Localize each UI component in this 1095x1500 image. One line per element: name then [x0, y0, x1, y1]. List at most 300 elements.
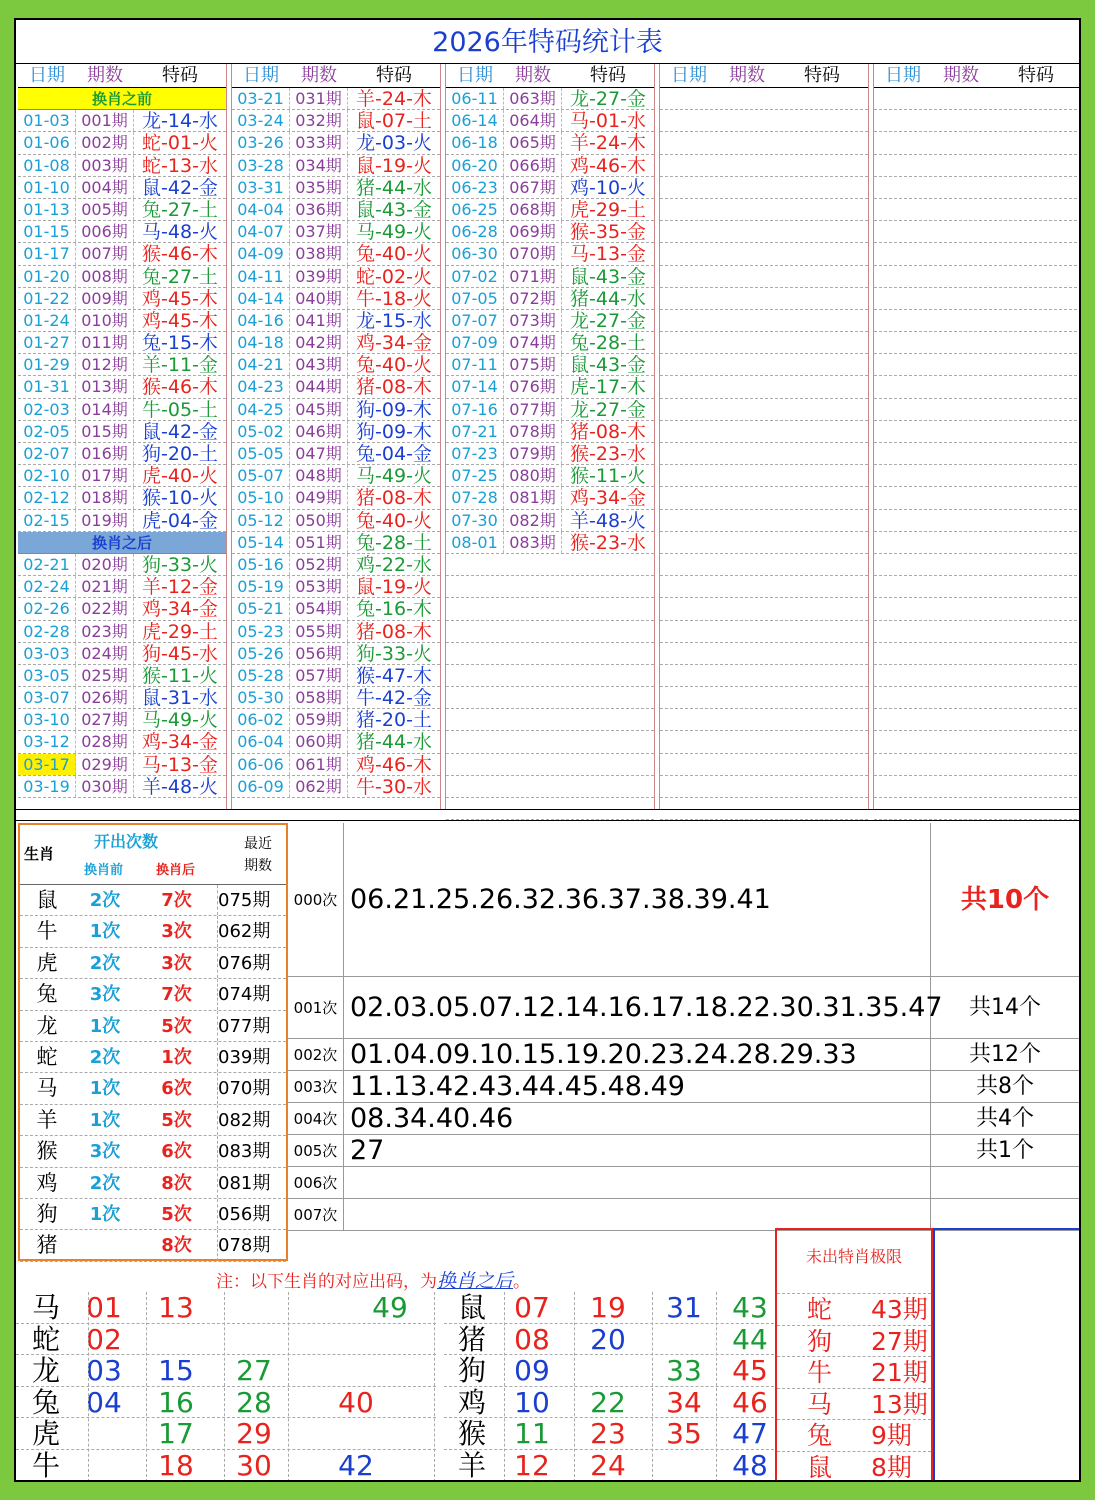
missing-zodiac: 马	[807, 1389, 833, 1419]
table-block	[660, 64, 868, 820]
empty-row	[660, 155, 868, 177]
section-divider	[16, 809, 1079, 821]
row-code: 狗-33-火	[142, 553, 218, 576]
count-after: 7次	[136, 979, 218, 1009]
row-date: 05-30	[232, 687, 290, 708]
table-row	[232, 532, 440, 554]
table-header	[446, 64, 654, 88]
code-row	[16, 1387, 436, 1419]
code-number: 42	[338, 1448, 374, 1482]
row-period: 032期	[290, 110, 348, 131]
empty-row	[446, 576, 654, 598]
occurrence-row	[288, 1199, 1079, 1231]
row-code: 虎-40-火	[142, 465, 218, 487]
empty-row	[660, 665, 868, 687]
empty-row	[446, 665, 654, 687]
row-date: 07-25	[446, 465, 504, 486]
row-period: 059期	[290, 709, 348, 730]
row-date: 03-31	[232, 177, 290, 198]
code-row	[444, 1418, 774, 1450]
row-code: 鼠-42-金	[142, 420, 218, 442]
occurrence-count: 005次	[288, 1135, 344, 1166]
table-block	[446, 64, 654, 820]
missing-limit-box	[775, 1228, 933, 1482]
table-row	[446, 155, 654, 177]
count-before: 1次	[89, 1204, 121, 1225]
row-period: 002期	[76, 132, 134, 153]
zodiac-row	[20, 1199, 286, 1230]
missing-zodiac: 牛	[807, 1358, 833, 1387]
table-row	[232, 399, 440, 421]
row-code: 鼠-42-金	[142, 176, 218, 198]
row-code: 猴-11-火	[570, 465, 646, 487]
missing-periods: 8期	[871, 1452, 912, 1482]
row-date: 03-26	[232, 132, 290, 153]
row-date: 01-06	[18, 132, 76, 153]
table-row	[18, 155, 226, 177]
empty-row	[874, 221, 1081, 243]
table-row	[232, 332, 440, 354]
row-code: 羊-48-火	[570, 509, 646, 531]
table-row	[446, 132, 654, 154]
row-date: 07-05	[446, 288, 504, 309]
code-number: 24	[590, 1448, 626, 1482]
code-row	[16, 1355, 436, 1387]
zodiac-row	[20, 916, 286, 947]
row-period: 067期	[504, 177, 562, 198]
occurrence-row	[288, 1167, 1079, 1199]
empty-row	[446, 731, 654, 753]
count-after: 3次	[136, 916, 218, 946]
row-period: 004期	[76, 177, 134, 198]
table-row	[446, 532, 654, 554]
empty-row	[874, 199, 1081, 221]
row-date: 06-11	[446, 88, 504, 109]
table-row	[446, 199, 654, 221]
zodiac-name: 鼠	[36, 888, 58, 912]
empty-row	[446, 754, 654, 776]
row-date: 05-14	[232, 532, 290, 553]
empty-row	[660, 465, 868, 487]
table-row	[232, 465, 440, 487]
row-period: 075期	[504, 354, 562, 375]
empty-row	[874, 576, 1081, 598]
row-date: 04-16	[232, 310, 290, 331]
row-code: 狗-45-水	[142, 642, 218, 664]
empty-row	[874, 510, 1081, 532]
code-zodiac: 鼠	[457, 1291, 486, 1324]
empty-row	[874, 598, 1081, 620]
row-period: 054期	[290, 598, 348, 619]
code-zodiac: 猪	[457, 1322, 486, 1356]
row-date: 01-27	[18, 332, 76, 353]
row-code: 兔-40-火	[356, 354, 432, 376]
missing-row	[777, 1388, 931, 1420]
row-period: 072期	[504, 288, 562, 309]
table-row	[232, 554, 440, 576]
row-period: 027期	[76, 709, 134, 730]
table-row	[446, 376, 654, 398]
code-row	[444, 1355, 774, 1387]
note-link[interactable]: 换肖之后	[437, 1270, 514, 1292]
row-code: 羊-48-火	[142, 775, 218, 797]
row-period: 043期	[290, 354, 348, 375]
count-before: 3次	[89, 1141, 121, 1163]
table-row	[18, 399, 226, 421]
row-period: 052期	[290, 554, 348, 575]
empty-row	[874, 110, 1081, 132]
row-date: 02-28	[18, 621, 76, 642]
count-after: 7次	[136, 885, 218, 915]
code-number: 13	[158, 1291, 194, 1324]
table-row	[18, 665, 226, 687]
table-row	[446, 487, 654, 509]
row-code: 牛-18-火	[356, 287, 432, 309]
row-code: 鸡-45-木	[142, 287, 218, 309]
row-period: 010期	[76, 310, 134, 331]
empty-row	[446, 554, 654, 576]
row-period: 047期	[290, 443, 348, 464]
grid-line	[652, 1292, 653, 1482]
zodiac-name: 鸡	[36, 1170, 58, 1195]
count-after: 6次	[136, 1073, 218, 1103]
count-before: 2次	[89, 890, 121, 911]
code-number: 31	[666, 1291, 702, 1324]
code-row	[16, 1324, 436, 1356]
row-date: 07-28	[446, 487, 504, 508]
code-zodiac: 马	[31, 1291, 60, 1324]
table-row	[232, 110, 440, 132]
row-period: 051期	[290, 532, 348, 553]
row-code: 马-13-金	[142, 753, 218, 775]
row-code: 狗-33-火	[356, 642, 432, 664]
row-period: 077期	[504, 399, 562, 420]
code-number: 18	[158, 1448, 194, 1482]
row-code: 兔-28-土	[570, 332, 646, 354]
zodiac-row	[20, 1073, 286, 1104]
table-row	[232, 643, 440, 665]
after-header: 换肖后	[156, 863, 196, 878]
row-code: 鼠-31-水	[142, 687, 218, 709]
table-header	[18, 64, 226, 88]
empty-row	[874, 465, 1081, 487]
row-date: 06-30	[446, 243, 504, 264]
row-date: 05-12	[232, 510, 290, 531]
recent-period: 078期	[218, 1235, 271, 1257]
row-date: 04-04	[232, 199, 290, 220]
occurrence-total: 共4个	[976, 1106, 1034, 1131]
table-row	[232, 354, 440, 376]
zodiac-table-header	[20, 825, 286, 885]
row-period: 009期	[76, 288, 134, 309]
row-date: 03-19	[18, 776, 76, 797]
row-period: 062期	[290, 776, 348, 797]
table-row	[446, 421, 654, 443]
empty-row	[874, 266, 1081, 288]
row-period: 061期	[290, 754, 348, 775]
row-date: 04-09	[232, 243, 290, 264]
occurrence-numbers: 06.21.25.26.32.36.37.38.39.41	[344, 823, 931, 976]
empty-row	[874, 487, 1081, 509]
grid-line	[88, 1292, 89, 1482]
occurrence-numbers: 01.04.09.10.15.19.20.23.24.28.29.33	[344, 1039, 931, 1070]
grid-line	[716, 1292, 717, 1482]
count-after: 5次	[136, 1011, 218, 1041]
row-date: 02-15	[18, 510, 76, 531]
row-code: 狗-20-土	[142, 443, 218, 465]
code-number: 01	[86, 1291, 122, 1324]
zodiac-row	[20, 1105, 286, 1136]
code-number: 17	[158, 1417, 194, 1450]
grid-line	[434, 1292, 435, 1482]
row-code: 龙-14-水	[142, 110, 218, 132]
row-code: 鼠-43-金	[570, 354, 646, 376]
missing-periods: 27期	[871, 1326, 928, 1356]
code-zodiac: 鸡	[457, 1385, 486, 1419]
row-period: 056期	[290, 643, 348, 664]
row-date: 03-03	[18, 643, 76, 664]
row-period: 037期	[290, 221, 348, 242]
zodiac-row	[20, 1042, 286, 1073]
row-code: 马-13-金	[570, 243, 646, 265]
empty-row	[660, 421, 868, 443]
row-code: 兔-27-土	[142, 198, 218, 221]
empty-row	[874, 687, 1081, 709]
empty-row	[874, 709, 1081, 731]
recent-period: 074期	[218, 984, 271, 1006]
occurrence-total: 共10个	[960, 885, 1050, 915]
row-code: 羊-12-金	[142, 576, 218, 598]
table-row	[18, 621, 226, 643]
missing-zodiac: 鼠	[807, 1452, 833, 1482]
table-row	[446, 221, 654, 243]
missing-periods: 21期	[871, 1358, 928, 1387]
empty-row	[660, 443, 868, 465]
empty-row	[660, 510, 868, 532]
code-zodiac: 虎	[31, 1417, 60, 1450]
row-period: 063期	[504, 88, 562, 109]
empty-row	[660, 399, 868, 421]
table-row	[446, 288, 654, 310]
code-number: 46	[732, 1385, 768, 1419]
zodiac-count-table	[18, 823, 288, 1261]
row-period: 005期	[76, 199, 134, 220]
row-date: 01-24	[18, 310, 76, 331]
note	[216, 1266, 530, 1293]
row-period: 048期	[290, 465, 348, 486]
header-date: 日期	[885, 65, 921, 86]
row-period: 055期	[290, 621, 348, 642]
table-row	[232, 443, 440, 465]
row-period: 057期	[290, 665, 348, 686]
code-number: 29	[236, 1417, 272, 1450]
empty-row	[874, 754, 1081, 776]
occurrence-count: 003次	[288, 1071, 344, 1102]
row-period: 065期	[504, 132, 562, 153]
row-code: 兔-16-木	[356, 598, 432, 620]
row-period: 053期	[290, 576, 348, 597]
row-date: 07-11	[446, 354, 504, 375]
row-date: 07-07	[446, 310, 504, 331]
count-after: 5次	[136, 1199, 218, 1229]
empty-row	[874, 421, 1081, 443]
row-code: 猪-44-水	[570, 287, 646, 309]
code-number: 35	[666, 1417, 702, 1450]
code-number: 07	[514, 1291, 550, 1324]
zodiac-name: 狗	[36, 1202, 58, 1226]
row-date: 06-14	[446, 110, 504, 131]
row-date: 03-21	[232, 88, 290, 109]
missing-periods: 43期	[871, 1295, 928, 1324]
header-period: 期数	[943, 65, 979, 86]
row-date: 03-05	[18, 665, 76, 686]
row-date: 06-06	[232, 754, 290, 775]
code-row	[444, 1324, 774, 1356]
empty-row	[874, 354, 1081, 376]
grid-line	[146, 1292, 147, 1482]
row-period: 034期	[290, 155, 348, 176]
empty-row	[874, 399, 1081, 421]
row-date: 04-21	[232, 354, 290, 375]
row-code: 猴-46-木	[142, 243, 218, 265]
row-period: 006期	[76, 221, 134, 242]
table-row	[232, 221, 440, 243]
recent-period: 070期	[218, 1078, 271, 1100]
empty-row	[874, 177, 1081, 199]
empty-row	[660, 310, 868, 332]
table-row	[232, 243, 440, 265]
row-date: 03-10	[18, 709, 76, 730]
zodiac-name: 蛇	[36, 1045, 58, 1069]
row-period: 041期	[290, 310, 348, 331]
row-code: 虎-04-金	[142, 509, 218, 531]
table-row	[18, 177, 226, 199]
row-period: 025期	[76, 665, 134, 686]
code-zodiac: 羊	[457, 1448, 486, 1482]
table-row	[446, 332, 654, 354]
code-zodiac: 猴	[457, 1417, 486, 1450]
row-code: 鸡-46-木	[356, 753, 432, 775]
row-date: 01-15	[18, 221, 76, 242]
missing-row	[777, 1419, 931, 1451]
empty-row	[874, 621, 1081, 643]
recent-period: 077期	[218, 1015, 271, 1037]
row-period: 070期	[504, 243, 562, 264]
row-code: 马-49-火	[142, 709, 218, 731]
table-row	[232, 266, 440, 288]
stats-sheet	[14, 18, 1081, 1482]
grid-line	[288, 1292, 289, 1482]
table-row	[18, 421, 226, 443]
table-row	[446, 465, 654, 487]
row-code: 鼠-43-金	[570, 265, 646, 287]
row-period: 049期	[290, 487, 348, 508]
count-after: 1次	[136, 1042, 218, 1072]
table-row	[446, 177, 654, 199]
table-row	[18, 709, 226, 731]
empty-row	[660, 177, 868, 199]
row-period: 039期	[290, 266, 348, 287]
row-code: 猴-35-金	[570, 221, 646, 243]
table-row	[232, 731, 440, 753]
code-number: 09	[514, 1354, 550, 1387]
header-code: 特码	[162, 65, 198, 86]
count-before: 1次	[89, 1078, 121, 1100]
header-period: 期数	[515, 65, 551, 86]
table-row	[18, 332, 226, 354]
occurrence-total: 共8个	[976, 1074, 1034, 1099]
row-code: 鼠-19-火	[356, 154, 432, 176]
missing-row	[777, 1451, 931, 1483]
occurrence-total: 共12个	[969, 1042, 1041, 1067]
header-period: 期数	[301, 65, 337, 86]
row-date: 04-07	[232, 221, 290, 242]
row-period: 014期	[76, 399, 134, 420]
empty-row	[446, 709, 654, 731]
empty-row	[660, 243, 868, 265]
row-date: 06-09	[232, 776, 290, 797]
row-code: 鼠-43-金	[356, 198, 432, 221]
header-period: 期数	[729, 65, 765, 86]
row-period: 003期	[76, 155, 134, 176]
zodiac-name: 猪	[36, 1233, 58, 1258]
table-row	[232, 510, 440, 532]
recent-period: 082期	[218, 1109, 271, 1131]
row-code: 兔-28-土	[356, 531, 432, 553]
row-date: 07-23	[446, 443, 504, 464]
code-number: 10	[514, 1385, 550, 1419]
occurrence-row	[288, 1039, 1079, 1071]
row-code: 虎-17-木	[570, 376, 646, 398]
row-code: 猪-08-木	[356, 487, 432, 509]
row-code: 龙-27-金	[570, 398, 646, 420]
empty-row	[660, 554, 868, 576]
row-period: 069期	[504, 221, 562, 242]
missing-zodiac: 狗	[807, 1326, 833, 1356]
row-code: 鸡-22-水	[356, 553, 432, 576]
table-row	[232, 199, 440, 221]
occurrence-table	[288, 823, 1079, 1227]
empty-row	[660, 376, 868, 398]
table-row	[18, 487, 226, 509]
code-number: 48	[732, 1448, 768, 1482]
row-code: 虎-29-土	[142, 620, 218, 642]
row-date: 05-26	[232, 643, 290, 664]
zodiac-row	[20, 979, 286, 1010]
row-date: 06-20	[446, 155, 504, 176]
code-zodiac: 蛇	[31, 1322, 60, 1356]
row-date: 02-10	[18, 465, 76, 486]
table-row	[18, 443, 226, 465]
row-period: 023期	[76, 621, 134, 642]
row-code: 牛-30-水	[356, 775, 432, 797]
row-code: 鸡-45-木	[142, 309, 218, 332]
row-date: 01-29	[18, 354, 76, 375]
recent-period: 083期	[218, 1141, 271, 1163]
table-row	[18, 199, 226, 221]
code-number: 47	[732, 1417, 768, 1450]
recent-period: 039期	[218, 1047, 271, 1068]
occurrence-row	[288, 1135, 1079, 1167]
row-code: 兔-04-金	[356, 443, 432, 465]
row-date: 03-17	[18, 754, 76, 775]
row-code: 狗-09-木	[356, 398, 432, 420]
count-after: 6次	[136, 1136, 218, 1166]
zodiac-name: 马	[36, 1076, 58, 1101]
table-row	[446, 110, 654, 132]
row-period: 030期	[76, 776, 134, 797]
row-code: 龙-15-水	[356, 309, 432, 332]
